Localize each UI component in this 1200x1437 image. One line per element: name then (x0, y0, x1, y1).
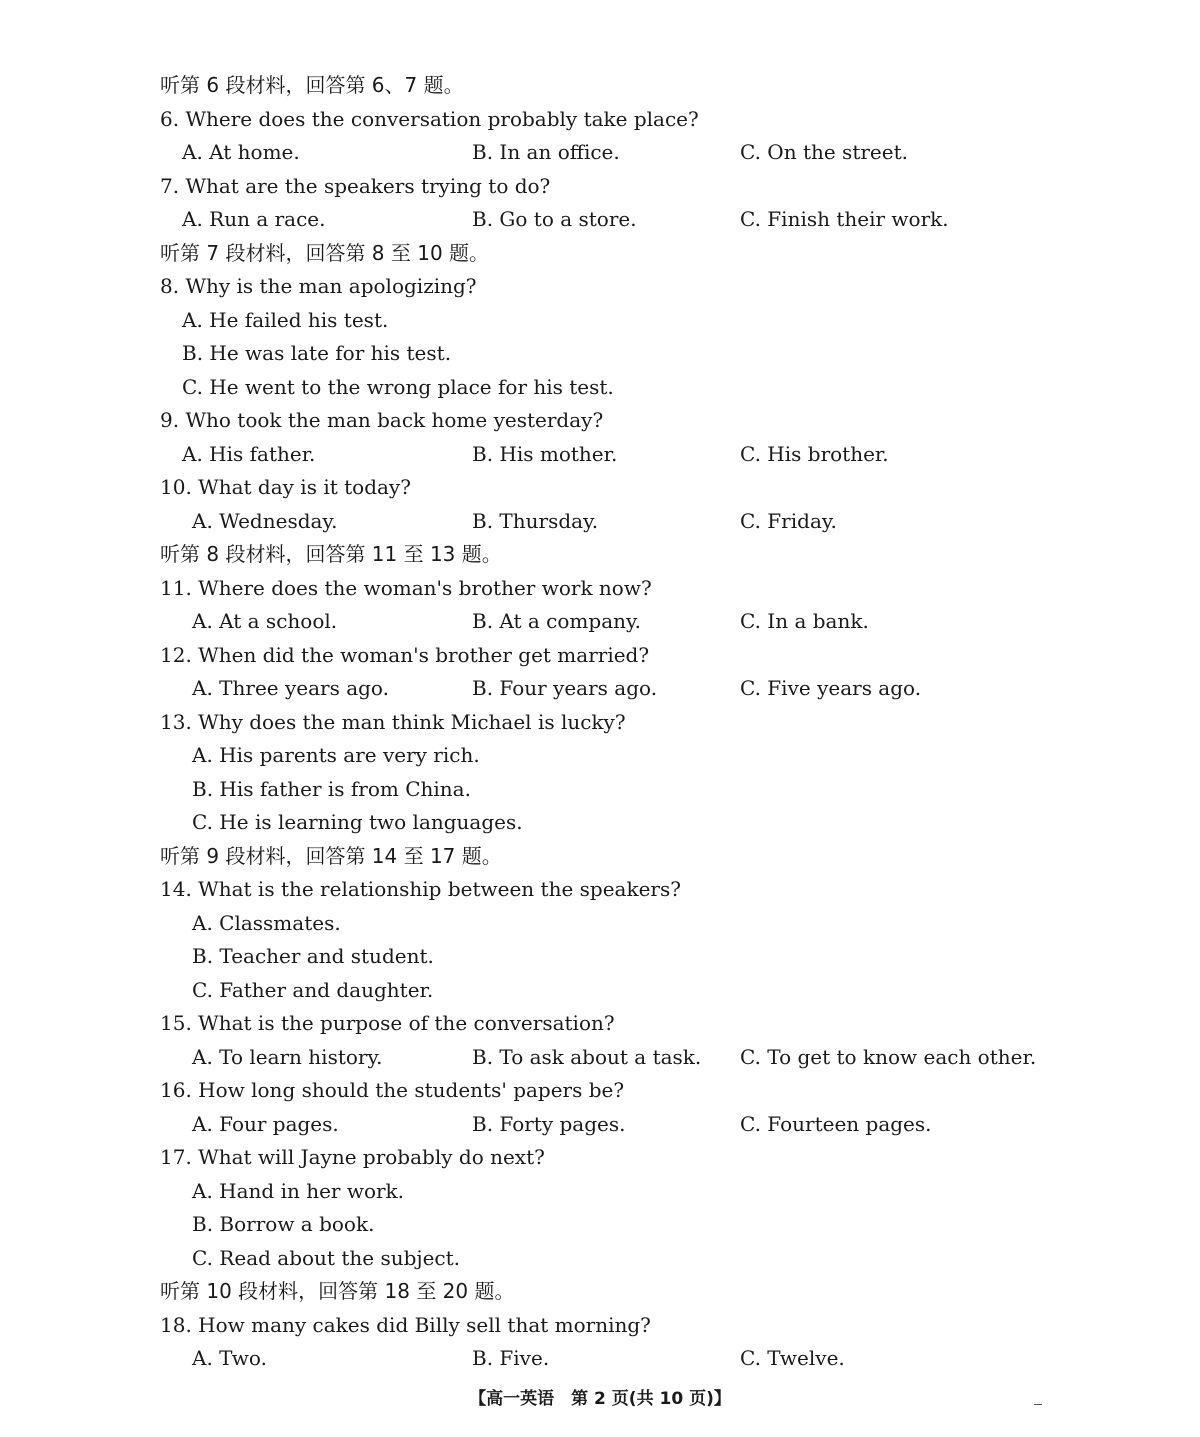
question-text: 11. Where does the woman's brother work now? (160, 575, 652, 600)
question-text: 13. Why does the man think Michael is lucky? (160, 709, 626, 734)
answer-options (0, 1107, 1100, 1141)
option-text: B. At a company. (472, 609, 641, 633)
answer-options (0, 1174, 1100, 1208)
option-text: C. Father and daughter. (192, 977, 434, 1002)
answer-options (0, 1241, 1100, 1275)
option-text: B. Forty pages. (472, 1111, 626, 1136)
answer-options (0, 1040, 1100, 1074)
answer-options (0, 973, 1100, 1007)
option-text: A. Classmates. (192, 910, 341, 935)
option-text: B. His mother. (472, 441, 618, 466)
question (0, 1073, 1100, 1107)
option-text: C. Friday. (740, 508, 837, 533)
question-text: 15. What is the purpose of the conversation? (160, 1011, 615, 1035)
answer-options (0, 805, 1100, 839)
option-text: A. To learn history. (192, 1044, 383, 1069)
option-text: C. Read about the subject. (192, 1245, 461, 1270)
question (0, 403, 1100, 437)
option-text: A. Wednesday. (192, 508, 338, 533)
answer-options (0, 939, 1100, 973)
option-text: A. Three years ago. (192, 676, 389, 700)
section-header-text: 听第 7 段材料，回答第 8 至 10 题。 (160, 240, 490, 265)
option-text: C. His brother. (740, 441, 889, 466)
answer-options (0, 370, 1100, 404)
answer-options (0, 303, 1100, 337)
answer-options (0, 738, 1100, 772)
section-header (0, 68, 1100, 102)
option-text: A. His parents are very rich. (192, 743, 480, 767)
option-text: B. In an office. (472, 140, 620, 164)
answer-options (0, 437, 1100, 471)
section-header (0, 236, 1100, 270)
option-text: B. Thursday. (472, 508, 599, 533)
question-text: 12. When did the woman's brother get married? (160, 642, 650, 667)
question-text: 8. Why is the man apologizing? (160, 274, 477, 298)
question (0, 269, 1100, 303)
option-text: C. To get to know each other. (740, 1044, 1037, 1069)
question (0, 169, 1100, 203)
answer-options (0, 772, 1100, 806)
question (0, 571, 1100, 605)
section-header-text: 听第 8 段材料，回答第 11 至 13 题。 (160, 542, 502, 566)
option-text: C. In a bank. (740, 609, 869, 633)
question (0, 470, 1100, 504)
option-text: C. Five years ago. (740, 676, 922, 700)
option-text: A. Four pages. (192, 1111, 339, 1136)
corner-mark (1034, 1404, 1042, 1405)
option-text: B. Four years ago. (472, 676, 658, 700)
question-text: 6. Where does the conversation probably take place? (160, 106, 699, 131)
question-text: 14. What is the relationship between the speakers? (160, 877, 681, 901)
option-text: A. His father. (182, 441, 316, 466)
option-text: C. Twelve. (740, 1346, 845, 1370)
option-text: B. Go to a store. (472, 207, 637, 231)
answer-options (0, 906, 1100, 940)
section-header (0, 1274, 1100, 1308)
question (0, 872, 1100, 906)
section-header (0, 537, 1100, 571)
option-text: C. Fourteen pages. (740, 1111, 932, 1136)
option-text: A. At a school. (192, 609, 338, 633)
option-text: C. Finish their work. (740, 207, 949, 231)
question-text: 16. How long should the students' papers be? (160, 1078, 625, 1102)
question (0, 638, 1100, 672)
question-text: 18. How many cakes did Billy sell that morning? (160, 1312, 651, 1337)
answer-options (0, 671, 1100, 705)
section-header-text: 听第 10 段材料，回答第 18 至 20 题。 (160, 1279, 515, 1303)
question (0, 102, 1100, 136)
section-header-text: 听第 9 段材料，回答第 14 至 17 题。 (160, 843, 502, 868)
question-text: 10. What day is it today? (160, 475, 411, 499)
option-text: C. On the street. (740, 140, 908, 164)
option-text: B. To ask about a task. (472, 1044, 702, 1069)
option-text: B. Borrow a book. (192, 1212, 375, 1236)
option-text: A. Hand in her work. (192, 1178, 405, 1203)
question (0, 1140, 1100, 1174)
answer-options (0, 1207, 1100, 1241)
option-text: A. Two. (192, 1346, 267, 1370)
question (0, 1006, 1100, 1040)
page-footer: 【高一英语 第 2 页(共 10 页)】 (469, 1389, 731, 1409)
section-header-text: 听第 6 段材料，回答第 6、7 题。 (160, 73, 464, 97)
option-text: B. Five. (472, 1346, 550, 1370)
answer-options (0, 604, 1100, 638)
option-text: B. Teacher and student. (192, 944, 434, 968)
answer-options (0, 1341, 1100, 1375)
option-text: C. He went to the wrong place for his test. (182, 374, 614, 399)
answer-options (0, 135, 1100, 169)
option-text: A. Run a race. (182, 207, 326, 231)
option-text: B. He was late for his test. (182, 341, 452, 365)
question (0, 1308, 1100, 1342)
question-text: 17. What will Jayne probably do next? (160, 1145, 545, 1169)
answer-options (0, 504, 1100, 538)
option-text: C. He is learning two languages. (192, 810, 523, 834)
option-text: A. He failed his test. (182, 307, 389, 332)
answer-options (0, 202, 1100, 236)
option-text: B. His father is from China. (192, 776, 471, 801)
answer-options (0, 336, 1100, 370)
question (0, 705, 1100, 739)
question-text: 7. What are the speakers trying to do? (160, 173, 551, 198)
option-text: A. At home. (182, 140, 300, 164)
question-text: 9. Who took the man back home yesterday? (160, 408, 604, 432)
section-header (0, 839, 1100, 873)
